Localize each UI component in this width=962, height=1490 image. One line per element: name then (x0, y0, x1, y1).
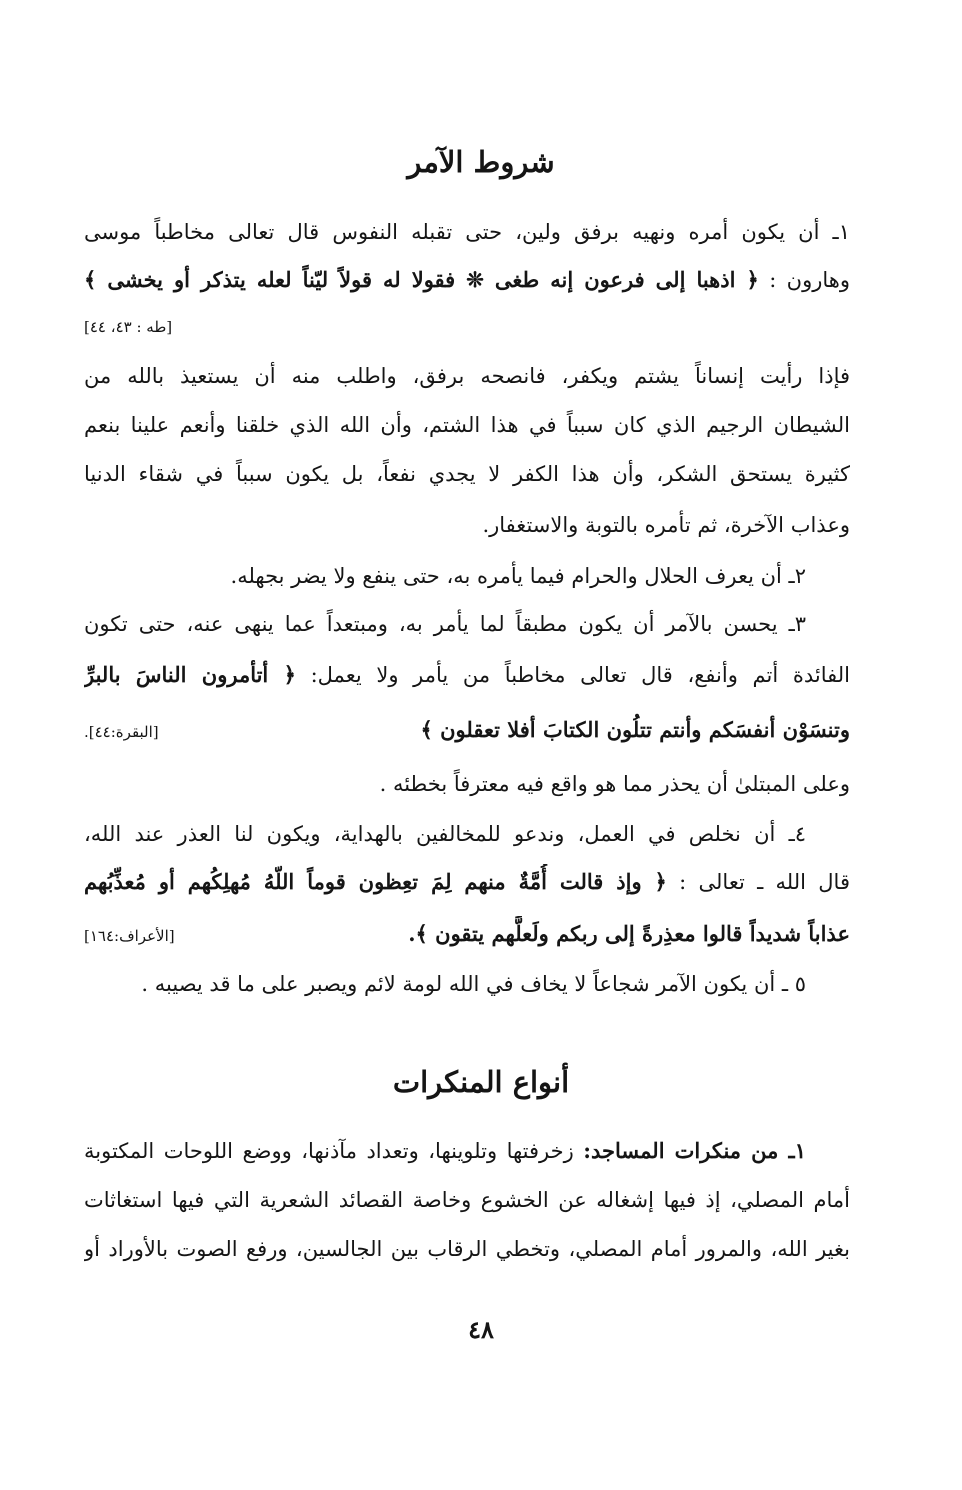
reference-baqara: [البقرة:٤٤]. (84, 723, 159, 741)
quran-quote-baqara-start: ﴿ أتأمرون الناسَ بالبرِّ (84, 662, 296, 687)
item3-line4: وعلى المبتلىٰ أن يحذر مما هو واقع فيه معترفاً بخطئه . (379, 772, 850, 796)
item4-line2 (84, 864, 850, 900)
mosque-munkarat-lead: ١ـ من منكرات المساجد: (583, 1138, 806, 1163)
quran-quote-araf-start: ﴿ وإذ قالت أُمَّةٌ منهم لِمَ تعِظون قوماً اللّهُ مُهلِكُهم أو مُعذِّبُهم (84, 869, 667, 894)
sec2-line1-rest: زخرفتها وتلوينها، وتعداد مآذنها، ووضع اللوحات المكتوبة (84, 1139, 584, 1163)
sec2-line3: بغير الله، والمرور أمام المصلي، وتخطي الرقاب بين الجالسين، ورفع الصوت بالأوراد أو (84, 1237, 850, 1261)
item4-prefix: قال الله ـ تعالى : (679, 870, 850, 894)
item1-line2 (84, 262, 850, 298)
item4-line3 (84, 916, 850, 954)
sec2-line2: أمام المصلي، إذ فيها إشغاله عن الخشوع وخاصة القصائد الشعرية التي فيها استغاثات (84, 1188, 850, 1212)
item3-text: ٣ـ يحسن بالآمر أن يكون مطبقاً لما يأمر به، ومبتعداً عما ينهى عنه، حتى تكون (84, 612, 806, 636)
item4-line1 (84, 816, 850, 852)
item2-text: ٢ـ أن يعرف الحلال والحرام فيما يأمره به، حتى ينفع ولا يضر بجهله. (230, 564, 806, 588)
item3-prefix: الفائدة أتم وأنفع، قال تعالى مخاطباً من يأمر ولا يعمل: (310, 663, 850, 687)
item1-ref-line (84, 307, 850, 345)
item1-prefix: وهارون : (769, 268, 850, 292)
page-number: ٤٨ (468, 1315, 494, 1344)
item5-line (84, 966, 850, 1002)
para-line1: فإذا رأيت إنساناً يشتم ويكفر، فانصحه برفق، واطلب منه أن يستعيذ بالله من (84, 364, 850, 388)
item5-text: ٥ ـ أن يكون الآمر شجاعاً لا يخاف في الله لومة لائم ويصبر على ما قد يصيبه . (141, 972, 806, 996)
item4-text: ٤ـ أن نخلص في العمل، وندعو للمخالفين بالهداية، ويكون لنا العذر عند الله، (84, 822, 806, 846)
reference-araf: [الأعراف:١٦٤] (84, 927, 175, 945)
item3-line3 (84, 712, 850, 750)
quran-quote-baqara-end: وتنسَوْن أنفسَكم وأنتم تتلُون الكتابَ أفلا تعقلون ﴾ (420, 717, 850, 742)
section-title-conditions: شروط الآمر (407, 145, 555, 179)
quran-quote-taha: ﴿ اذهبا إلى فرعون إنه طغى ❊ فقولا له قولاً ليّناً لعله يتذكر أو يخشى ﴾ (84, 267, 759, 292)
item1-line1: ١ـ أن يكون أمره ونهيه برفق ولين، حتى تقبله النفوس قال تعالى مخاطباً موسى (84, 220, 850, 244)
para-line2: الشيطان الرجيم الذي كان سبباً في هذا الشتم، وأن الله الذي خلقنا وأنعم علينا بنعم (84, 413, 850, 437)
quran-quote-araf-end: عذاباً شديداً قالوا معذِرةً إلى ربكم ولَعلَّهم يتقون ﴾. (408, 921, 850, 946)
item2-line (84, 558, 850, 594)
para-line3: كثيرة يستحق الشكر، وأن هذا الكفر لا يجدي نفعاً، بل يكون سبباً في شقاء الدنيا (84, 462, 850, 486)
item3-line2 (84, 657, 850, 693)
section-title-munkarat: أنواع المنكرات (392, 1065, 570, 1099)
item3-line1 (84, 606, 850, 642)
reference-taha: [طه : ٤٣، ٤٤] (84, 318, 173, 336)
para-line4: وعذاب الآخرة، ثم تأمره بالتوبة والاستغفار. (482, 513, 850, 537)
sec2-line1 (84, 1133, 850, 1169)
